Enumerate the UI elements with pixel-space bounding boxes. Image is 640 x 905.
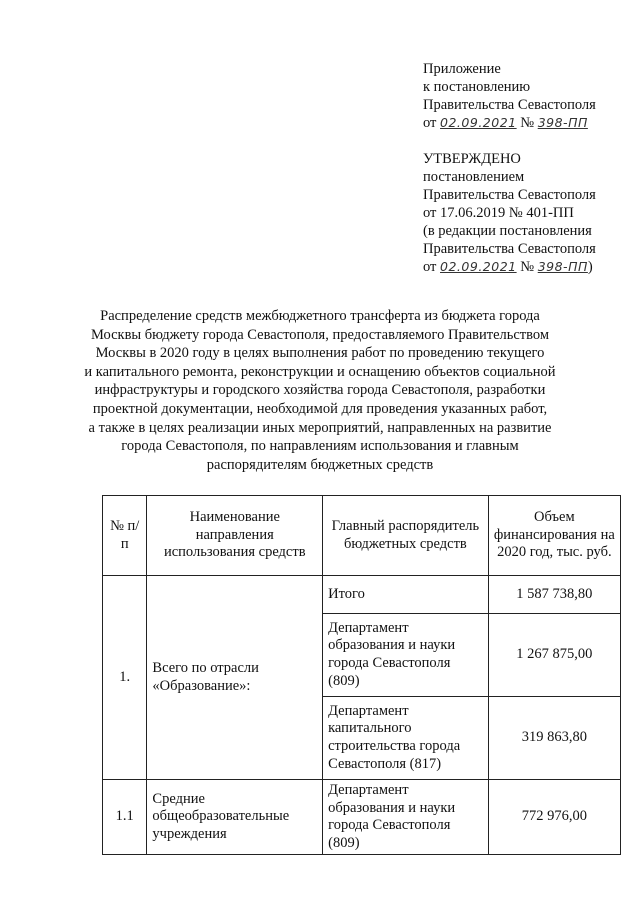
row1-total-label: Итого <box>323 576 489 614</box>
approved-date-prefix: от <box>423 259 437 275</box>
header-direction: Наименование направления использования средств <box>147 496 323 576</box>
title-line: распорядителям бюджетных средств <box>206 456 434 473</box>
title-line: Москвы в 2020 году в целях выполнения работ по проведению текущего <box>95 345 545 362</box>
annex-number-handwritten: 398-ПП <box>537 115 588 130</box>
approved-line5: Правительства Севастополя <box>423 241 596 257</box>
row2-amount: 772 976,00 <box>488 780 620 855</box>
title-line: Распределение средств межбюджетного трансферта из бюджета города <box>100 308 540 324</box>
header-manager: Главный распорядитель бюджетных средств <box>323 496 489 576</box>
annex-line1: Приложение <box>423 61 501 77</box>
row1-manager-817: Департамент капитального строительства города Севастополя (817) <box>323 697 489 780</box>
annex-date-prefix: от <box>423 115 437 131</box>
row2-num: 1.1 <box>103 780 147 855</box>
approved-date-line <box>423 258 633 276</box>
row2-direction: Средние общеобразовательные учреждения <box>147 780 323 855</box>
title-line: Москвы бюджету города Севастополя, предоставляемого Правительством <box>90 326 550 343</box>
title-line: и капитального ремонта, реконструкции и оснащению объектов социальной <box>84 363 556 380</box>
header-amount: Объем финансирования на 2020 год, тыс. руб. <box>488 496 620 576</box>
title-line: а также в целях реализации иных мероприятий, направленных на развитие <box>88 419 552 436</box>
approved-number-prefix: № <box>520 259 535 275</box>
header-num: № п/п <box>103 496 147 576</box>
row1-amount-817: 319 863,80 <box>488 697 620 780</box>
approved-line4: (в редакции постановления <box>423 223 592 239</box>
title-line: инфраструктуры и городского хозяйства города Севастополя, разработки <box>94 382 546 399</box>
approved-close-paren: ) <box>587 259 593 275</box>
title-line: проектной документации, необходимой для проведения указанных работ, <box>92 400 548 417</box>
approved-number-handwritten: 398-ПП <box>537 259 588 274</box>
distribution-table <box>102 495 621 855</box>
table-header-row <box>103 496 621 576</box>
annex-line2: к постановлению <box>423 79 531 95</box>
row2-manager: Департамент образования и науки города Севастополя (809) <box>323 780 489 855</box>
approved-date-handwritten: 02.09.2021 <box>440 259 517 274</box>
row1-total-amount: 1 587 738,80 <box>488 576 620 614</box>
title-line: города Севастополя, по направлениям использования и главным <box>121 438 519 455</box>
annex-line3: Правительства Севастополя <box>423 97 596 113</box>
row1-manager-809: Департамент образования и науки города Севастополя (809) <box>323 614 489 697</box>
table-row <box>103 780 621 855</box>
approved-block <box>423 150 633 276</box>
annex-block <box>423 60 633 132</box>
approved-line1: постановлением <box>423 169 525 185</box>
approved-line3: от 17.06.2019 № 401-ПП <box>423 205 574 221</box>
annex-date-line <box>423 114 633 132</box>
row1-direction: Всего по отрасли «Образование»: <box>147 576 323 780</box>
annex-number-prefix: № <box>520 115 535 131</box>
document-title <box>70 307 570 474</box>
table-row <box>103 576 621 614</box>
row1-num: 1. <box>103 576 147 780</box>
approved-title: УТВЕРЖДЕНО <box>423 151 521 167</box>
row1-amount-809: 1 267 875,00 <box>488 614 620 697</box>
annex-date-handwritten: 02.09.2021 <box>440 115 517 130</box>
approved-line2: Правительства Севастополя <box>423 187 596 203</box>
